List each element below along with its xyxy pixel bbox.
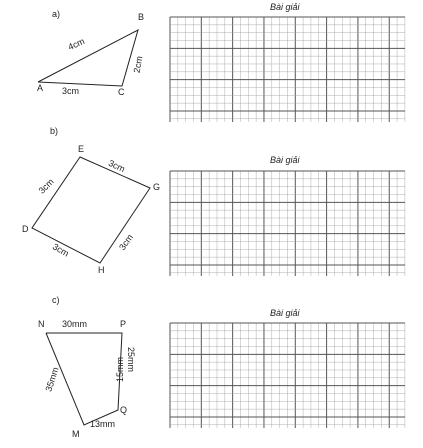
vertex-n: N bbox=[38, 319, 45, 329]
vertex-p: P bbox=[120, 319, 127, 329]
solution-title-c: Bài giải bbox=[270, 308, 300, 318]
vertex-c: C bbox=[118, 87, 125, 97]
side-nm-label: 35mm bbox=[43, 365, 61, 393]
vertex-g: G bbox=[153, 182, 161, 192]
answer-grid-c bbox=[170, 323, 405, 428]
side-dh-label: 3cm bbox=[50, 241, 71, 259]
side-gh-label: 3cm bbox=[117, 232, 136, 253]
problem-c-label: c) bbox=[52, 295, 60, 305]
side-bc-label: 2cm bbox=[131, 55, 145, 74]
solution-title-a: Bài giải bbox=[270, 2, 300, 12]
vertex-q: Q bbox=[120, 405, 128, 415]
side-de-label: 3cm bbox=[36, 176, 56, 196]
vertex-e: E bbox=[78, 144, 85, 154]
side-pq-label: 25mm bbox=[126, 346, 137, 373]
side-np-label: 30mm bbox=[62, 319, 88, 329]
vertex-a: A bbox=[37, 83, 44, 93]
vertex-m: M bbox=[72, 429, 80, 439]
solution-title-b: Bài giải bbox=[270, 155, 300, 165]
vertex-b: B bbox=[138, 12, 145, 22]
problem-b-label: b) bbox=[50, 126, 59, 136]
side-p-label: 15mm bbox=[115, 356, 126, 383]
vertex-d: D bbox=[22, 224, 29, 234]
problem-a-label: a) bbox=[52, 9, 61, 19]
side-ab-label: 4cm bbox=[66, 36, 87, 53]
grid-lines bbox=[170, 323, 405, 428]
side-eg-label: 3cm bbox=[106, 157, 127, 175]
vertex-h: H bbox=[98, 265, 105, 275]
side-ac-label: 3cm bbox=[62, 86, 80, 96]
side-qm-label: 13mm bbox=[90, 419, 116, 429]
